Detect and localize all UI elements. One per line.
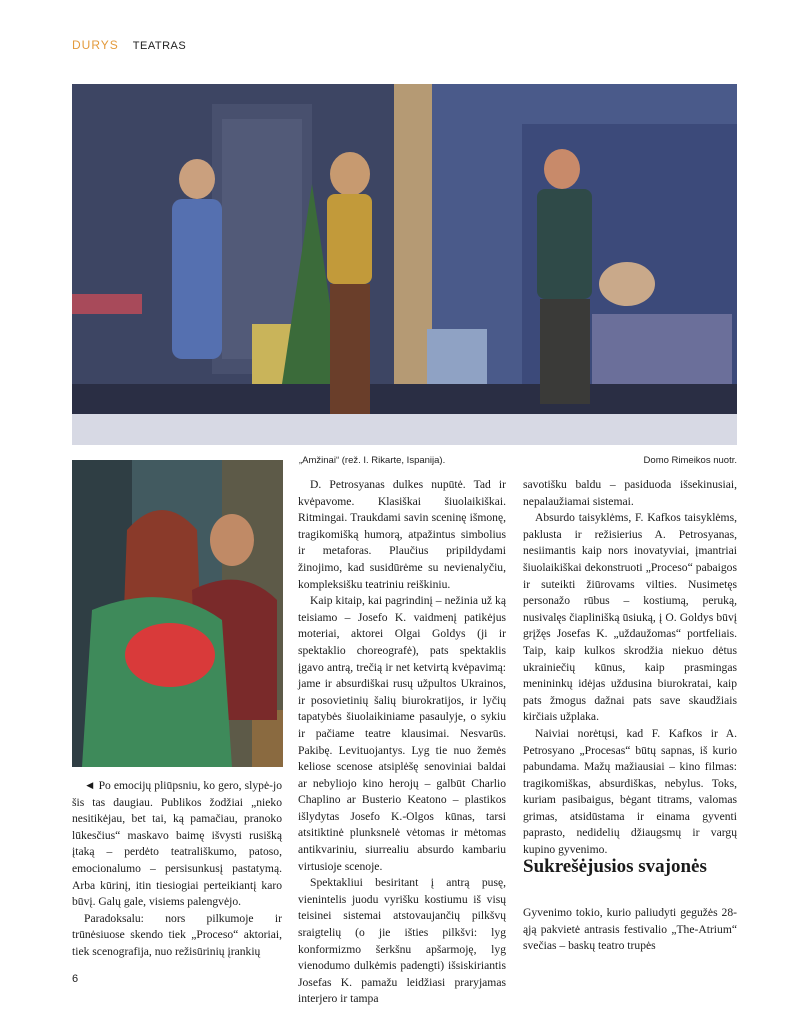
text-column-3	[523, 477, 737, 859]
magazine-brand: DURYS	[72, 38, 119, 52]
paragraph: D. Petrosyanas dulkes nupūtė. Tad ir kvėpavome. Klasiškai šiuolaikiškai. Ritmingai. Traukdami savin sceninę išmonę, tragikomišką humorą, atpažintus simbolius ir metaforas. Plaučius pripildydami žinojimo, kad susidūrėme su nevienalyčiu, kompleksišku teatriniu reiškiniu.	[298, 478, 506, 591]
paragraph: Paradoksalu: nors pilkumoje ir trūnėsiuose skendo tiek „Proceso“ aktoriai, tiek scenografija, nuo režisūrinių įrankių	[72, 911, 282, 958]
text-column-2	[298, 477, 506, 1008]
paragraph: Kaip kitaip, kai pagrindinį – nežinia už ką teisiamo – Josefo K. vaidmenį patikėjus moteriai, aktorei Olgai Goldys (ji ir spektaklio choreografė), pats spektaklis įgavo antrą, trečią ir net ketvirtą kvėpavimą: jame ir absurdiškai rusų užpultos Ukrainos, ir posovietinių šalių biurokratijos, ir lyčių tapatybės šiuolaikiniame pasaulyje, o sykiu ir pačiame teatre klausimai. Nesvarūs. Pakibę. Levituojantys. Lyg tie nuo žemės keliose scenose atsiplėšę senoviniai baldai ar nebyliojo kino herojų – galbūt Charlio Chaplino ar Busterio Keatono – plastikos išlydytas Josefo K.-Olgos kūnas, tarsi atsitiktinė plunksnelė vėtomas ir mėtomas antikvariniu, siurrealiu absurdo kambariu virtusioje scenoje.	[298, 594, 506, 873]
photo-credit: Domo Rimeikos nuotr.	[643, 455, 737, 466]
paragraph: Absurdo taisyklėms, F. Kafkos taisyklėms, paklusta ir režisierius A. Petrosyanas, nesiimantis kaip nors inovatyviai, įmantriai šiuolaikiškai dekonstruoti „Proceso“ pabaigos ir suteikti žiūrovams vilties. Nusimetęs personažo rūbus – kostiumą, peruką, nusivalęs čiaplinišką ūsiuką, į O. Goldys būvį grįžęs Josefas K. „uždaužomas“ portfeliais. Taip, kaip kulkos skrodžia niekuo dėtus ukrainiečių kūnus, kaip prasmingas menininkų idėjas uždusina biurokratai, kaip pats žmogus dažnai pats save skaudžiais kirčiais užplaka.	[523, 511, 737, 724]
side-photo-illustration	[72, 460, 283, 767]
page-number: 6	[72, 973, 79, 985]
section-label: TEATRAS	[132, 40, 187, 52]
text-column-1	[72, 778, 282, 961]
section-heading: Sukrešėjusios svajonės	[523, 856, 707, 877]
paragraph: Naiviai norėtųsi, kad F. Kafkos ir A. Petrosyano „Procesas“ būtų sapnas, iš kurio pabundama. Mažų mažiausiai – kino filmas: tragikomiškas, absurdiškas, nebylus. Toks, kuriam pasibaigus, bėgant titrams, valomas grimas, atsidūstama ir einama gyventi paprasto, nedidelių džiaugsmų ir vargų kupino gyvenimo.	[523, 726, 737, 857]
running-header	[72, 38, 186, 52]
photo-caption: „Amžinai“ (rež. I. Rikarte, Ispanija).	[299, 455, 446, 466]
paragraph-text: Po emocijų pliūpsniu, ko gero, slypė-jo šis tas daugiau. Publikos žodžiai „nieko nesitikėjau, bet tai, ką pamačiau, pranoko lūkesčius“ maskavo baimę išvysti rusišką įtaką – perdėto teatrališkumo, patoso, emocionalumo – persisunkusį pastatymą. Arba kūrinį, itin tiesiogiai perteikiantį karo būvį. Galų gale, visiems palengvėjo.	[72, 779, 282, 909]
continuation-arrow-icon: ◄	[84, 779, 96, 792]
paragraph: savotišku baldu – pasiduoda išsekinusiai, nepalaužiamai sistemai.	[523, 478, 737, 508]
paragraph: Spektakliui besiritant į antrą pusę, vienintelis juodu vyrišku kostiumu iš visų teisinei sistemai atstovaujančių pilkšvų sraigtelių (o jie išties pilkšvi: lyg konformizmo šerkšnu apšarmoję, lyg vienodumo dulkėmis padengti) išsiskiriantis Josefas K. pamažu leidžiasi praryjamas interjero ir tampa	[298, 876, 506, 1006]
stage-photo-main	[72, 84, 737, 445]
text-column-3-continued	[523, 905, 737, 955]
paragraph	[72, 778, 282, 911]
paragraph: Gyvenimo tokio, kurio paliudyti gegužės 28-ąją pakvietė antrasis festivalio „The-Atrium“ svečias – baskų teatro trupės	[523, 906, 737, 953]
stage-photo-side	[72, 460, 283, 767]
stage-photo-illustration	[72, 84, 737, 445]
